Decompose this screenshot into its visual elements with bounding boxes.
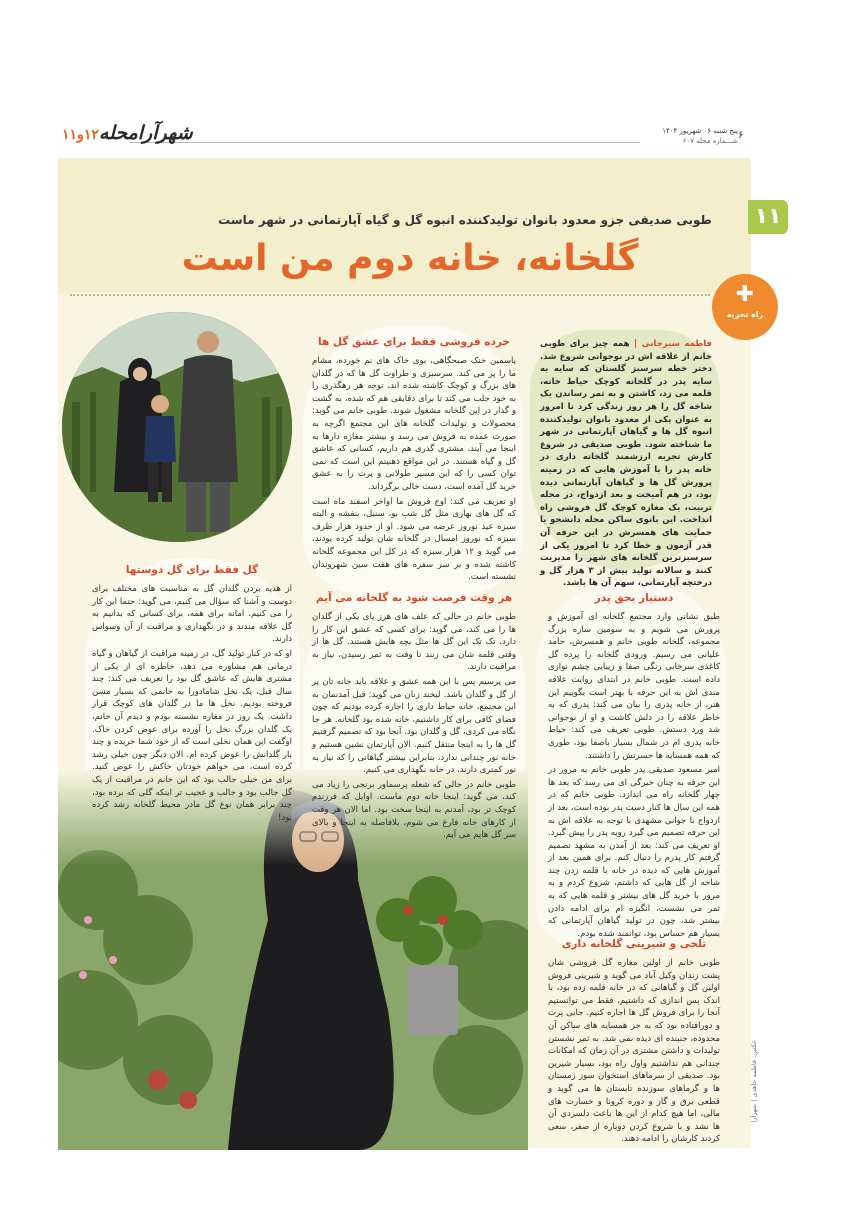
paragraph: طوبی خانم در حالی که علف های هرز پای یکی از گلدان ها را می کند، می گوید: برای کسی که عشق این کار را دارد، تک تک این گل ها مثل بچه هایش هستند. گل ها از وقتی قلمه شان می زنند تا وقت به ثمر رسیدن، نیاز به مراقبت دارند. (312, 612, 516, 673)
section-title: تلخی و شیرینی گلخانه داری (561, 938, 707, 950)
badge-label: راه تجربه (726, 310, 764, 319)
section-title: خرده فروشی فقط برای عشق گل ها (318, 336, 510, 348)
paragraph: او تعریف می کند: اوج فروش ما اواخر اسفند ماه است که گل های بهاری مثل گل شب بو، سنبل، بنفشه و البته سبزه عید نوروز عرضه می شود. او از حدود هزار ظرف سبزه که نوروز امسال در گلخانه شان تولید کرده بودند، می گوید و ۱۲ هزار سبزه که در کل این مجموعه گلخانه کاشته شده و بر سر سفره های هفت سین شهروندان نشسته است. (312, 496, 516, 583)
article-kicker: طوبی صدیقی جزو معدود بانوان تولیدکننده انبوه گل و گیاه آپارتمانی در شهر ماست (218, 213, 712, 227)
header-rule (130, 142, 640, 143)
section-title: دستیار بحق پدر (594, 592, 674, 604)
issue-number: شـــماره مجله ۶۰۷ (682, 137, 738, 145)
dotted-divider (70, 294, 710, 296)
logo-text: شهرآرامحله (98, 122, 193, 144)
photo-credit: عکس: فاطمه جاهدی | شهرآرا (750, 1040, 758, 1123)
paragraph: می پرسیم پس با این همه عشق و علاقه باید خانه تان پر از گل و گلدان باشد. لبخند زنان می گوید: قبل آمدنمان به این مجتمع، خانه حیاط داری را اجاره کرده بودیم که چون فضای کافی برای کار داشتیم، خانه شده بود گلخانه. هر جا نگاه می کردی، گل و گلدان بود. آنجا بود که تصمیم گرفتیم گل ها را به اینجا منتقل کنیم. الان آپارتمان نشین هستیم و خانه نور چندانی ندارد، بنابراین بیشتر گیاهانی را که نیاز به نور کمتری دارند، در خانه نگهداری می کنیم. (312, 676, 516, 776)
intro-paragraph (540, 338, 712, 590)
page-number: ۶ (738, 130, 744, 141)
section-badge (712, 274, 778, 340)
article-headline: گلخانه، خانه دوم من است (181, 238, 639, 279)
puzzle-icon: ✚ (735, 282, 755, 307)
intro-text: همه چیز برای طوبی خانم از علاقه اش در نوجوانی شروع شد. دختر خطه سرسبز گلستان که سایه به سایه پدر در گلخانه کوچک حیاط خانه، قلمه می زد، کاشتن و به ثمر رساندن یک شاخه گل را هر روز زندگی کرد تا امروز به عنوان یکی از معدود بانوان تولیدکننده انبوه گل ها و گیاهان آپارتمانی در شهر ما شناخته شود. طوبی صدیقی در شروع کارش تجربه ارزشمند گلخانه داری در خانه پدر را با آموزش هایی که در زمینه پرورش گل ها و گیاهان آپارتمانی دیده بود، در هم آمیخت و بعد ازدواج، در محله تربیت، یک مغازه کوچک گل فروشی راه انداخت. این بانوی ساکن محله دانشجو با حمایت های همسرش در این حرفه آن قدر آزمون و خطا کرد تا امروز یکی از سرسبزترین گلخانه های شهر را مدیریت کنند و سالانه تولید بیش از ۳ هزار گل و درختچه آپارتمانی، سهم آن ها باشد. (540, 339, 712, 589)
paragraph: از هدیه بردن گلدان گل به مناسبت های مختلف برای دوست و آشنا که سؤال می کنیم، می گوید: حتما این کار را می کنیم، امانه برای همه، برای کسانی که بدانیم به گل علاقه مندند و در نگهداری و مراقبت از آن وسواس دارند. (92, 584, 292, 645)
family-photo-illustration (62, 312, 292, 542)
paragraph: او که در کنار تولید گل، در زمینه مراقبت از گیاهان و گیاه درمانی هم مشاوره می دهد، خاطره ای از یکی از مشتری هایش که عاشق گل بود را تعریف می کند: چند سال قبل، یک نخل شامادورا به خانمی که بسیار مسن فروخته بودیم. نخل ها ما در گلدان های کوچک قرار داشت. یک روز در مغازه نشسته بودم و دیدم آن خانم، یک گلدان بزرگ نخل را آورده برای عوض کردن خاک. اوگفت این همان نخلی است که از خود شما خریده و چند بار گلدانش را عوض کرده ام. الان دیگر چون خیلی رشد کرده است، می خواهم خودتان خاکش را عوض کنید. برای من خیلی جالب بود که این خانم در مراقبت از یک گل جالب بود و جالب و عجیب تر اینکه گلی که برده بود، چند برابر همان نوع گل مادر محیط گلخانه رشد کرده بود! (92, 648, 292, 823)
family-photo (62, 312, 292, 542)
section-flower-lovers (92, 564, 292, 826)
magazine-logo (62, 122, 193, 144)
section-number-tab: ۱۱ (748, 200, 788, 234)
paragraph: طوبی خانم در حالی که شعله پرسماور برنجی را زیاد می کند، می گوید: اینجا خانه دوم ماست. اوایل که فرزندم کوچک تر بود، آمدنم به اینجا سخت بود. اما الان هر وقت از کارهای خانه فارغ می شوم، بلافاصله به اینجا و بالای سر گل هایم می آیم. (312, 779, 516, 841)
byline: فاطمه سیرجانی | (634, 339, 712, 349)
logo-issue: ۱۲و۱۱ (62, 127, 99, 143)
paragraph: طبق نشانی وارد مجتمع گلخانه ای آموزش و پرورش می شویم و به سومین سازه بزرگ مجموعه، گلخانه طوبی خانم و همسرش، حامد علیانی می رسیم. ورودی گلخانه را پرده گل کاغذی سرخابی رنگی صفا و زیبایی چشم نوازی داده است. طوبی خانم در ابتدای روایت علاقه مندی اش به این حرفه با بهتر است بگوییم این هنر، از خانه پدری را بیان می کند: پدری که به خاطر علاقه را در دلش کاشت و او از نوجوانی شد ورد دستش. طوبی تعریف می کند: حیاط خانه پدری ام در شمال بسیار باصفا بود، طوری که همه همسایه ها حسرتش را داشتند. (548, 612, 720, 761)
section-title: گل فقط برای گل دوستها (125, 564, 259, 576)
paragraph: طوبی خانم از اولین مغازه گل فروشی شان پشت زندان وکیل آباد می گوید و شیرینی فروش اولین گل و گیاهانی که در خانه قلمه زده بود، با اندک پس اندازی که داشتیم، فقط می توانستیم آنجا را برای فروش گل ها اجاره کنیم. جایی پرت و دورافتاده بود که به جز همسایه های ساکن آن محدوده، جنبنده ای دیده نمی شد. به ثمر نشستن تولیدات و داشتن مشتری در آن زمان که امکانات چندانی هم نداشتیم واول راه بود، بسیار شیرین بود. صدیقی از سرماهای استخوان سوز زمستان ها و گرماهای سوزنده تابستان ها می گوید و قطعی برق و گاز و دوره کرونا و خسارت های مالی، اما هیچ کدام از این ها باعث دلسردی آن ها نشد و با شروع کردن دوباره از صفر، سعی کردند کارشان را ادامه دهند. (548, 958, 720, 1145)
section-second-home (312, 592, 516, 844)
section-title: هر وقت فرصت شود به گلخانه می آیم (315, 592, 513, 604)
section-bittersweet (548, 938, 720, 1148)
paragraph: امیر مسعود صدیقی پدر طوبی خانم به مرور در این حرفه به چنان خبرگی ای می رسد که بعد ها چهار گلخانه راه می اندازد. طوبی خانم که در همه این سال ها کنار دست پدر بوده است، بعد از ازدواج با جوانی مشهدی با توجه به علاقه اش به این حرفه تصمیم می گیرد رویه پدر را پیش گیرد. او تعریف می کند: بعد از آمدن به مشهد تصمیم گرفتم کار پدرم را دنبال کنم. برای همین بعد از آموزش هایی که دیده در خانه با قلمه زدن چند شاخه از گل هایی که داشتم، شروع کردم و به مرور با خرید گل های بیشتر و قلمه هایی که به ثمر می نشست، انگیزه ام برای ادامه دادن بیشتر شد، چون در تولید گیاهان آپارتمانی که بسیار هم حساس بود، توانمند شده بودم. (548, 765, 720, 939)
issue-date (648, 126, 738, 146)
section-assistant (548, 592, 720, 942)
paragraph: یاسمین خنک صبحگاهی، بوی خاک های نم خورده، مشام ما را پر می کند. سرسبزی و طراوت گل ها که در گلدان های بزرگ و کوچک کاشته شده اند، توجه هر رهگذری را به خود جلب می کند تا برای دقایقی هم که شده، به گشت و گذار در این گلخانه مشغول شوند. طوبی خانم می گوید: محصولات و تولیدات گلخانه های این مجتمع اگرچه به صورت عمده به فروش می رسد و بیشتر مغازه دارها به اینجا می آیند، مشتری گذری هم داریم، کسانی که عاشق گل و گیاه هستند. در این مواقع ذهنیتم این است که نمی توان کسی را که این مسیر طولانی و پرت را به عشق خرید گل آمده است، دست خالی برگرداند. (312, 356, 516, 492)
date-text: پنج شنبه ۰۶ شهریور ۱۴۰۴ (662, 127, 738, 135)
section-retail (312, 336, 516, 586)
